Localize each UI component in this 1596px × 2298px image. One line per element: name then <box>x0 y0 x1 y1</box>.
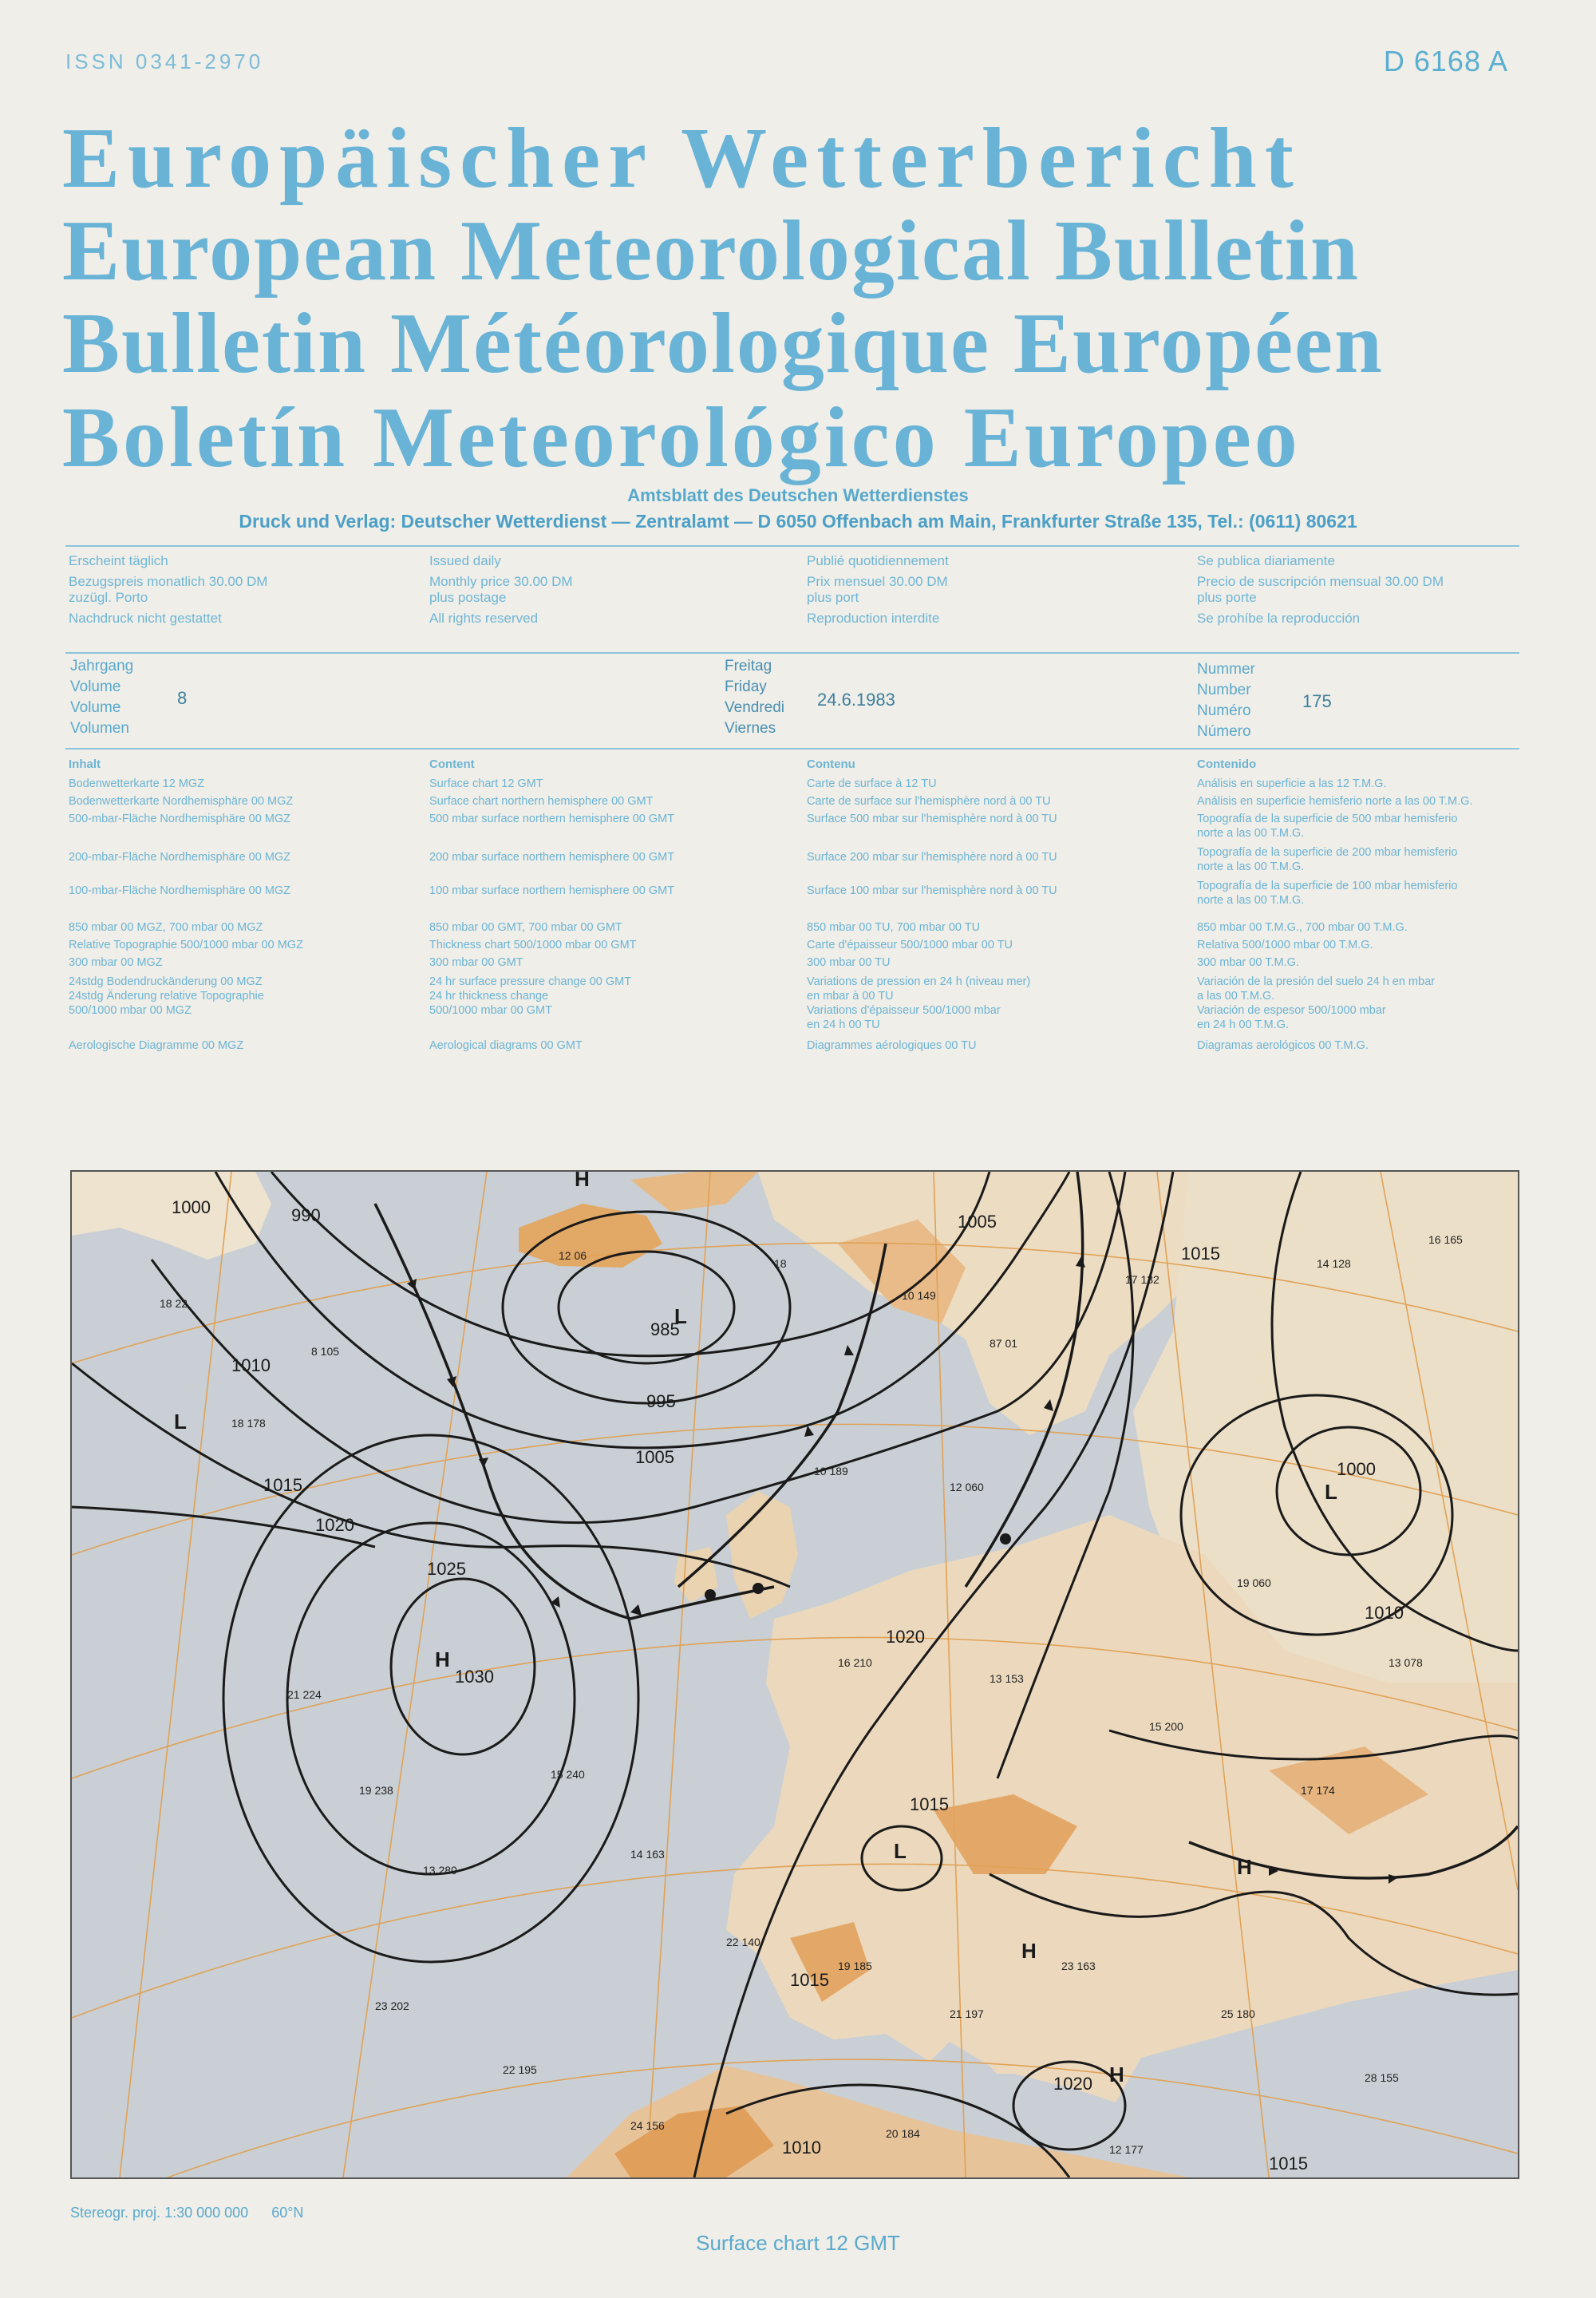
projection-note: Stereogr. proj. 1:30 000 000 60°N <box>70 2205 304 2221</box>
info-german: Erscheint täglich Bezugspreis monatlich 30.00 DM zuzügl. Porto Nachdruck nicht gestattet <box>69 553 268 626</box>
svg-text:10 149: 10 149 <box>902 1289 936 1302</box>
svg-text:20 184: 20 184 <box>886 2127 920 2140</box>
svg-text:18 178: 18 178 <box>231 1417 266 1430</box>
isobar-label: 990 <box>291 1205 321 1225</box>
low-pressure-center: L <box>674 1304 687 1328</box>
low-pressure-center: L <box>1325 1480 1337 1504</box>
isobar-label: 1015 <box>1269 2154 1308 2173</box>
svg-text:14 163: 14 163 <box>630 1848 665 1861</box>
svg-text:16 210: 16 210 <box>838 1656 872 1669</box>
day-labels: Freitag Friday Vendredi Viernes <box>725 658 785 737</box>
isobar-label: 1025 <box>427 1559 466 1579</box>
isobar-label: 1010 <box>782 2138 821 2158</box>
svg-text:17 132: 17 132 <box>1125 1273 1159 1286</box>
title-spanish: Boletín Meteorológico Europeo <box>62 390 1301 485</box>
isobar-label: 1005 <box>958 1212 997 1232</box>
svg-text:18: 18 <box>774 1257 787 1270</box>
svg-text:24 156: 24 156 <box>630 2119 665 2132</box>
svg-text:21 224: 21 224 <box>287 1688 322 1701</box>
svg-text:25 180: 25 180 <box>1221 2007 1255 2020</box>
number-labels: Nummer Number Numéro Número <box>1197 661 1255 740</box>
info-french: Publié quotidiennement Prix mensuel 30.00 DM plus port Reproduction interdite <box>807 553 949 626</box>
isobar-label: 1010 <box>1365 1603 1404 1623</box>
svg-text:28 155: 28 155 <box>1365 2071 1399 2084</box>
low-pressure-center: L <box>174 1410 187 1434</box>
volume-labels: Jahrgang Volume Volume Volumen <box>70 658 134 737</box>
isobar-label: 1015 <box>790 1970 829 1990</box>
svg-text:23 163: 23 163 <box>1061 1960 1096 1972</box>
publisher-line: Druck und Verlag: Deutscher Wetterdienst — Zentralamt — D 6050 Offenbach am Main, Frankfurter Straße 135, Tel.: (0611) 80621 <box>239 511 1357 532</box>
surface-weather-map <box>70 1170 1519 2179</box>
svg-text:17 174: 17 174 <box>1301 1784 1335 1797</box>
high-pressure-center: H <box>575 1172 590 1191</box>
svg-text:19 185: 19 185 <box>838 1960 872 1972</box>
svg-text:21 197: 21 197 <box>950 2007 984 2020</box>
issn-number: ISSN 0341-2970 <box>65 49 264 73</box>
svg-text:12 06: 12 06 <box>559 1249 587 1262</box>
svg-text:12 060: 12 060 <box>950 1481 984 1493</box>
svg-text:13 078: 13 078 <box>1389 1656 1423 1669</box>
svg-text:22 195: 22 195 <box>503 2063 537 2076</box>
publication-code: D 6168 A <box>1383 45 1508 77</box>
isobar-label: 1010 <box>231 1355 271 1375</box>
divider <box>65 652 1519 654</box>
official-gazette-line: Amtsblatt des Deutschen Wetterdienstes <box>627 485 969 505</box>
contents-german: Inhalt Bodenwetterkarte 12 MGZ Bodenwetterkarte Nordhemisphäre 00 MGZ 500-mbar-Fläche Nordhemisphäre 00 MGZ 200-mbar-Fläche Nordhemisphäre 00 MGZ 100-mbar-Fläche Nordhemisphäre 00 MGZ 850 mbar 00 MGZ, 700 mbar 00 MGZ Relative Topographie 500/1000 mbar 00 MGZ 300 mbar 00 MGZ 24stdg Bodendruckänderung 00 MGZ 24stdg Änderung relative Topographie 500/1000 mbar 00 MGZ Aerologische Diagramme 00 MGZ <box>69 757 303 1052</box>
svg-text:12 177: 12 177 <box>1109 2143 1144 2156</box>
svg-text:14 128: 14 128 <box>1317 1257 1351 1270</box>
svg-text:10 189: 10 189 <box>814 1465 848 1477</box>
svg-text:13 153: 13 153 <box>990 1672 1024 1685</box>
info-english: Issued daily Monthly price 30.00 DM plus postage All rights reserved <box>429 553 573 626</box>
svg-text:16 165: 16 165 <box>1428 1233 1463 1246</box>
contents-english: Content Surface chart 12 GMT Surface chart northern hemisphere 00 GMT 500 mbar surface northern hemisphere 00 GMT 200 mbar surface northern hemisphere 00 GMT 100 mbar surface northern hemisphere 00 GMT 850 mbar 00 GMT, 700 mbar 00 GMT Thickness chart 500/1000 mbar 00 GMT 300 mbar 00 GMT 24 hr surface pressure change 00 GMT 24 hr thickness change 500/1000 mbar 00 GMT Aerological diagrams 00 GMT <box>429 757 675 1052</box>
contents-french: Contenu Carte de surface à 12 TU Carte de surface sur l'hemisphère nord à 00 TU Surface 500 mbar sur l'hemisphère nord à 00 TU Surface 200 mbar sur l'hemisphère nord à 00 TU Surface 100 mbar sur l'hemisphère nord à 00 TU 850 mbar 00 TU, 700 mbar 00 TU Carte d'épaisseur 500/1000 mbar 00 TU 300 mbar 00 TU Variations de pression en 24 h (niveau mer) en mbar à 00 TU Variations d'épaisseur 500/1000 mbar en 24 h 00 TU Diagrammes aérologiques 00 TU <box>807 757 1057 1052</box>
svg-text:15 200: 15 200 <box>1149 1720 1183 1733</box>
low-pressure-center: L <box>894 1839 907 1863</box>
title-french: Bulletin Météorologique Européen <box>62 296 1384 391</box>
divider <box>65 748 1519 750</box>
high-pressure-center: H <box>1237 1855 1252 1879</box>
isobar-label: 1020 <box>886 1627 925 1647</box>
isobar-label: 1005 <box>635 1447 674 1467</box>
isobar-label: 1000 <box>1337 1459 1376 1479</box>
isobar-label: 995 <box>646 1391 676 1411</box>
isobar-label: 1000 <box>172 1197 211 1217</box>
high-pressure-center: H <box>1109 2063 1124 2086</box>
map-caption: Surface chart 12 GMT <box>696 2231 900 2255</box>
divider <box>65 545 1519 547</box>
volume-value: 8 <box>177 688 188 708</box>
svg-text:18 22: 18 22 <box>160 1297 188 1310</box>
svg-text:19 060: 19 060 <box>1237 1576 1271 1589</box>
info-spanish: Se publica diariamente Precio de suscripción mensual 30.00 DM plus porte Se prohíbe la reproducción <box>1197 553 1444 626</box>
svg-text:15 240: 15 240 <box>551 1768 585 1781</box>
svg-text:22 140: 22 140 <box>726 1936 760 1948</box>
isobar-label: 1015 <box>263 1475 302 1495</box>
isobar-label: 1015 <box>1181 1244 1220 1264</box>
svg-text:23 202: 23 202 <box>375 1999 409 2012</box>
title-german: Europäischer Wetterbericht <box>62 111 1302 206</box>
contents-spanish: Contenido Análisis en superficie a las 12 T.M.G. Análisis en superficie hemisferio norte a las 00 T.M.G. Topografía de la superficie de 500 mbar hemisferio norte a las 00 T.M.G. Topografía de la superficie de 200 mbar hemisferio norte a las 00 T.M.G. Topografía de la superficie de 100 mbar hemisferio norte a las 00 T.M.G. 850 mbar 00 T.M.G., 700 mbar 00 T.M.G. Relativa 500/1000 mbar 00 T.M.G. 300 mbar 00 T.M.G. Variación de la presión del suelo 24 h en mbar a las 00 T.M.G. Variación de espesor 500/1000 mbar en 24 h 00 T.M.G. Diagramas aerológicos 00 T.M.G. <box>1197 757 1473 1052</box>
high-pressure-center: H <box>435 1647 450 1671</box>
svg-text:87 01: 87 01 <box>990 1337 1018 1350</box>
high-pressure-center: H <box>1021 1939 1037 1963</box>
isobar-label: 1030 <box>455 1667 494 1687</box>
title-english: European Meteorological Bulletin <box>62 204 1360 299</box>
isobar-label: 1020 <box>315 1515 354 1535</box>
issue-date: 24.6.1983 <box>817 690 895 710</box>
issue-number: 175 <box>1302 691 1332 711</box>
svg-text:19 238: 19 238 <box>359 1784 393 1797</box>
isobar-label: 1020 <box>1053 2074 1092 2094</box>
svg-text:13 280: 13 280 <box>423 1864 457 1877</box>
svg-text:8 105: 8 105 <box>311 1345 340 1358</box>
isobar-label: 1015 <box>910 1794 949 1814</box>
isobar-label: 985 <box>650 1319 680 1339</box>
